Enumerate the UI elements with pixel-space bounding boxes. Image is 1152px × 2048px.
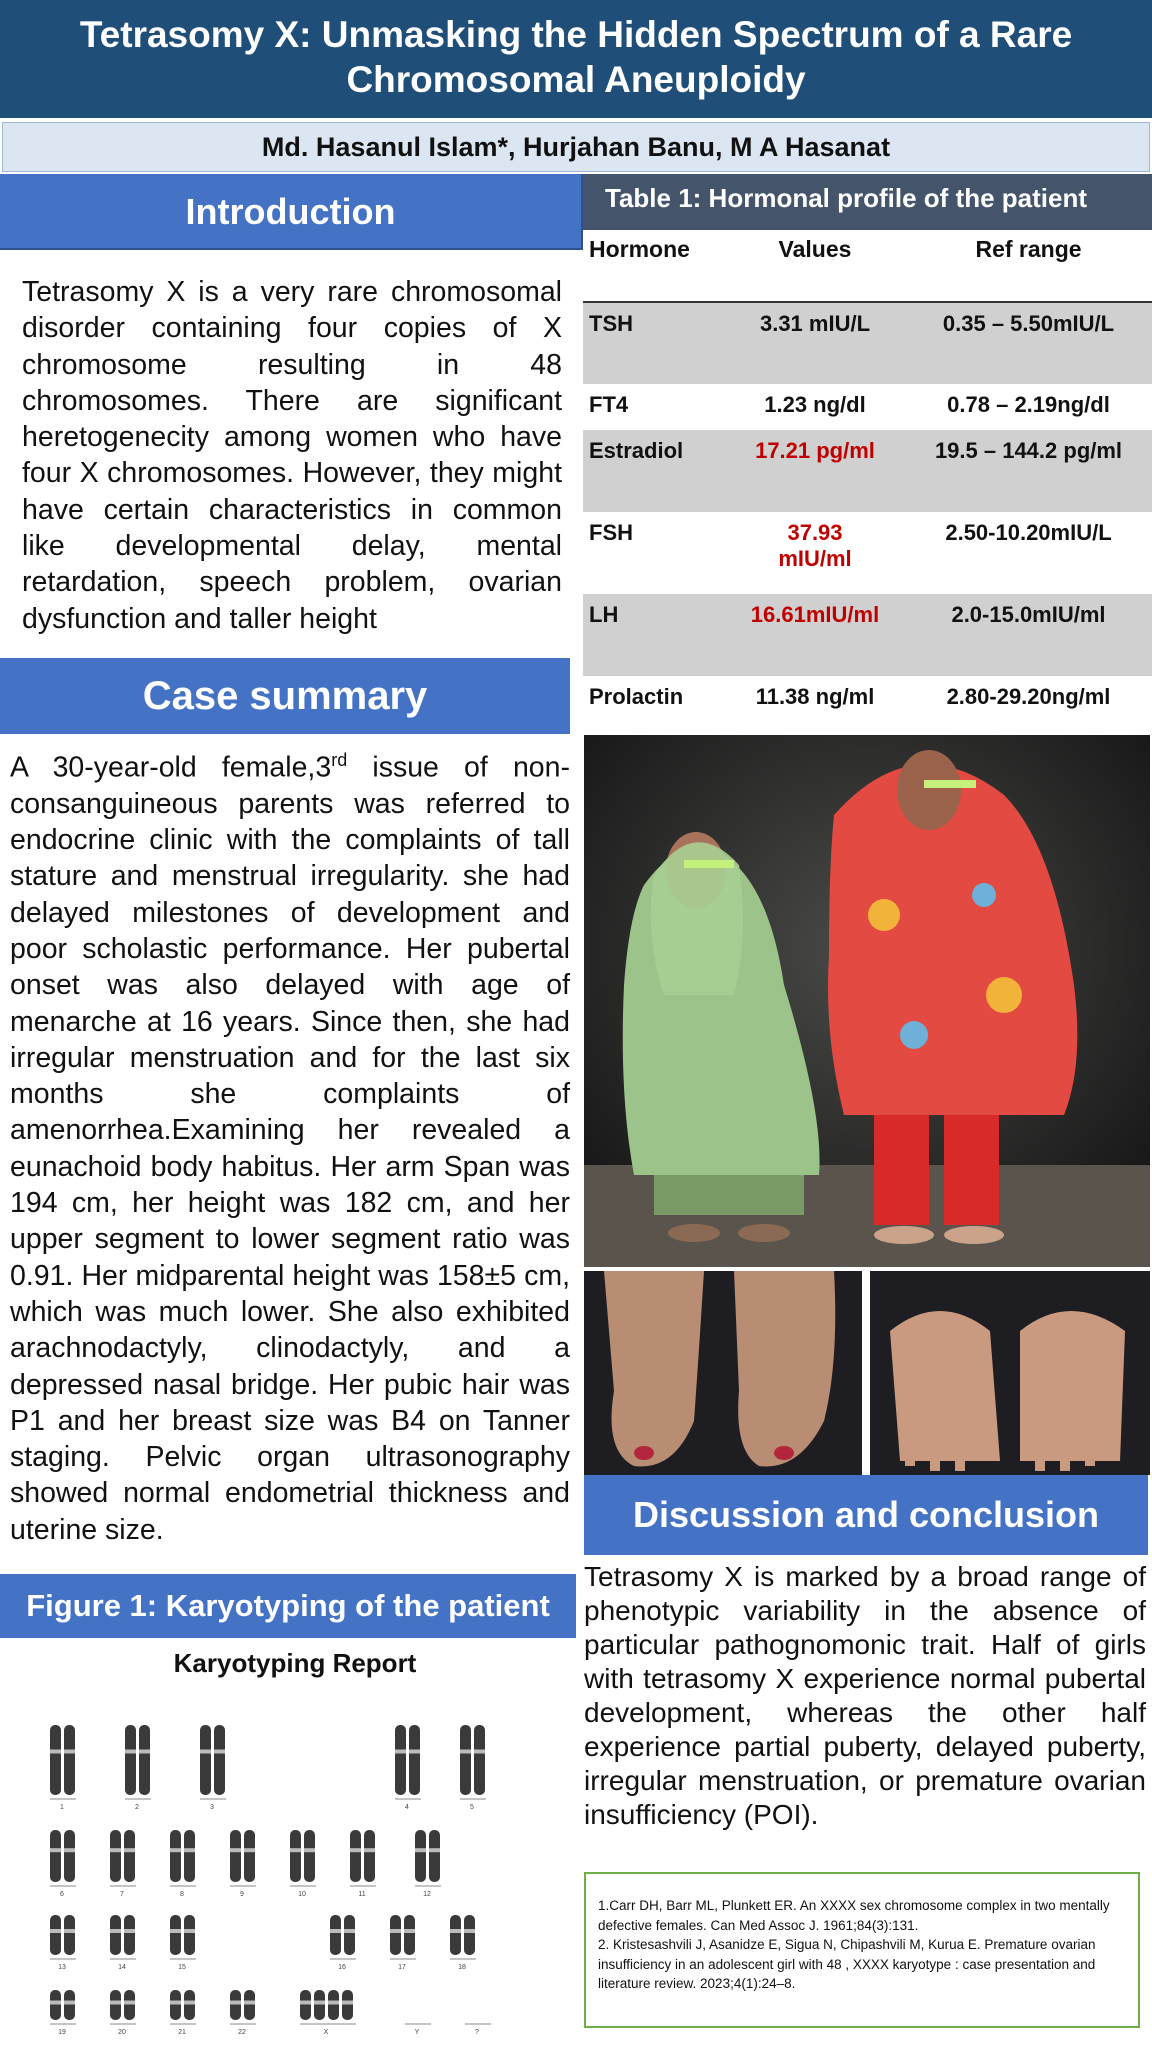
chromosome [415,1830,426,1882]
chromosome [290,1830,301,1882]
chromosome-band [184,1929,195,1933]
chromosome-band [124,1848,135,1852]
hormone-table [583,230,1152,726]
table-cell-hormone: FT4 [589,392,629,417]
chromosome-band [300,2001,311,2005]
hands-photo [870,1271,1150,1475]
chromosome-band [64,1750,75,1754]
chromosome-label: 9 [240,1891,244,1898]
chromosome-band [125,1750,136,1754]
chromosome [64,1725,75,1795]
table-cell-ref: 2.80-29.20ng/ml [946,684,1111,709]
chromosome-label: 22 [238,2029,246,2036]
chromosome [110,1915,121,1955]
chromosome-band [230,2001,241,2005]
chromosome-band [390,1929,401,1933]
chromosome [50,1915,61,1955]
table-cell-value-abnormal: 16.61mIU/ml [725,594,905,676]
introduction-text: Tetrasomy X is a very rare chromosomal disorder containing four copies of X chromosome resulting in 48 chromosomes. There are significant heretogenecity among women who have four X chromosomes. However, they might have certain characteristics in common like developmental delay, mental retardation, speech problem, ovarian dysfunction and taller height [22,276,562,635]
chromosome-band [50,1848,61,1852]
chromosome-label: X [323,2029,329,2036]
chromosome [350,1830,361,1882]
chromosome [314,1990,325,2020]
chromosome-label: 10 [298,1891,306,1898]
chromosome-label: 11 [358,1891,366,1898]
table-cell-hormone: Estradiol [583,430,725,512]
authors: Md. Hasanul Islam*, Hurjahan Banu, M A Hasanat [2,122,1150,172]
chromosome-label: 18 [458,1964,466,1971]
table-row [583,430,1152,512]
chromosome-label: 5 [470,1804,474,1811]
table-cell-value-abnormal: 37.93 mIU/ml [778,520,852,571]
table-cell-hormone: LH [583,594,725,676]
chromosome-band [304,1848,315,1852]
karyotyping-report-title: Karyotyping Report [173,1648,417,1678]
case-summary-text-part1: A 30-year-old female,3 [10,751,332,784]
figure-heading: Figure 1: Karyotyping of the patient [0,1574,576,1638]
karyotype-image [30,1695,550,2040]
feet-photo-image [584,1271,862,1475]
chromosome [342,1990,353,2020]
table-row [583,302,1152,384]
table-header-values: Values [725,230,905,302]
chromosome [328,1990,339,2020]
chromosome [230,1990,241,2020]
chromosome-band [364,1848,375,1852]
chromosome-band [290,1848,301,1852]
poster-title [0,0,1152,118]
poster-title-line1: Tetrasomy X: Unmasking the Hidden Spectrum of a Rare [79,14,1073,55]
chromosome-band [244,1848,255,1852]
chromosome [170,1830,181,1882]
chromosome-band [429,1848,440,1852]
chromosome [214,1725,225,1795]
chromosome [395,1725,406,1795]
chromosome-band [244,2001,255,2005]
table-cell-ref: 19.5 – 144.2 pg/ml [905,430,1152,512]
chromosome-label: 13 [58,1964,66,1971]
patient-photo-image [584,735,1150,1267]
table-cell-value: 1.23 ng/dl [764,392,866,417]
chromosome-band [395,1750,406,1754]
chromosome-band [64,1929,75,1933]
chromosome-label: 17 [398,1964,406,1971]
hands-photo-image [870,1271,1150,1475]
chromosome [124,1830,135,1882]
chromosome-band [409,1750,420,1754]
table-cell-hormone: FSH [589,520,633,545]
chromosome-band [124,1929,135,1933]
chromosome-band [124,2001,135,2005]
chromosome-label: Y [414,2029,420,2036]
chromosome-band [314,2001,325,2005]
chromosome [450,1915,461,1955]
chromosome [404,1915,415,1955]
chromosome-band [64,1848,75,1852]
chromosome-band [50,1750,61,1754]
chromosome-band [464,1929,475,1933]
chromosome [390,1915,401,1955]
chromosome-band [200,1750,211,1754]
chromosome [64,1830,75,1882]
chromosome-band [184,1848,195,1852]
table-cell-ref: 0.78 – 2.19ng/dl [947,392,1110,417]
chromosome [330,1915,341,1955]
case-summary-text [10,742,570,1548]
chromosome [364,1830,375,1882]
karyotype-chromosomes [30,1695,550,2040]
chromosome [184,1990,195,2020]
references-box [584,1872,1140,2028]
chromosome [64,1915,75,1955]
discussion-heading: Discussion and conclusion [584,1475,1148,1555]
chromosome-band [110,2001,121,2005]
chromosome [170,1990,181,2020]
feet-photo [584,1271,862,1475]
chromosome-band [344,1929,355,1933]
table-cell-value-abnormal: 17.21 pg/ml [725,430,905,512]
chromosome [110,1990,121,2020]
chromosome-label: 1 [60,1804,64,1811]
chromosome-band [139,1750,150,1754]
chromosome-band [50,2001,61,2005]
chromosome-band [64,2001,75,2005]
chromosome-band [170,1848,181,1852]
table-row [583,594,1152,676]
chromosome-label: 16 [338,1964,346,1971]
case-summary-heading: Case summary [0,658,570,734]
chromosome-label: ? [475,2029,479,2036]
chromosome-band [330,1929,341,1933]
chromosome [50,1725,61,1795]
table-row [583,676,1152,726]
chromosome [244,1990,255,2020]
chromosome-label: 20 [118,2029,126,2036]
chromosome-band [184,2001,195,2005]
table-title: Table 1: Hormonal profile of the patient [583,174,1152,230]
chromosome [460,1725,471,1795]
chromosome [125,1725,136,1795]
case-summary-text-part2: issue of non-consanguineous parents was referred to endocrine clinic with the complaints of tall stature and menstrual irregularity. she had delayed milestones of development and poor scholastic performance. Her pubertal onset was also delayed with age of menarche at 16 years. Since then, she had irregular menstruation and for the last six months she complaints of amenorrhea.Examining her revealed a eunachoid body habitus. Her arm Span was 194 cm, her height was 182 cm, and her upper segment to lower segment ratio was 0.91. Her midparental height was 158±5 cm, which was much lower. She also exhibited arachnodactyly, clinodactyly, and a depressed nasal bridge. Her pubic hair was P1 and her breast size was B4 on Tanner staging. Pelvic organ ultrasonography showed normal endometrial thickness and uterine size. [10,751,570,1546]
chromosome-band [474,1750,485,1754]
chromosome-band [328,2001,339,2005]
chromosome-label: 2 [135,1804,139,1811]
chromosome [304,1830,315,1882]
chromosome [429,1830,440,1882]
chromosome-label: 3 [210,1804,214,1811]
chromosome-band [350,1848,361,1852]
chromosome-label: 12 [423,1891,431,1898]
table-cell-value: 3.31 mIU/L [725,302,905,384]
table-header-ref: Ref range [905,230,1152,302]
table-row [583,384,1152,430]
chromosome-label: 19 [58,2029,66,2036]
table-cell-value: 11.38 ng/ml [755,684,875,709]
chromosome [344,1915,355,1955]
chromosome [300,1990,311,2020]
chromosome [124,1990,135,2020]
chromosome-band [110,1929,121,1933]
chromosome-label: 7 [120,1891,124,1898]
chromosome-band [450,1929,461,1933]
chromosome [409,1725,420,1795]
chromosome [184,1830,195,1882]
chromosome [474,1725,485,1795]
chromosome-label: 15 [178,1964,186,1971]
table-header-hormone: Hormone [583,230,725,302]
chromosome [464,1915,475,1955]
poster-title-line2: Chromosomal Aneuploidy [346,59,806,100]
chromosome [50,1990,61,2020]
chromosome-band [415,1848,426,1852]
chromosome-label: 6 [60,1891,64,1898]
patient-photo [584,735,1150,1267]
chromosome [110,1830,121,1882]
chromosome [170,1915,181,1955]
chromosome-band [404,1929,415,1933]
chromosome-label: 4 [405,1804,409,1811]
reference-2: 2. Kristesashvili J, Asanidze E, Sigua N, Chipashvili M, Kurua E. Premature ovarian insufficiency in an adolescent girl with 48 , XXXX karyotype : case presentation and literature review. 2023;4(1):24–8. [598,1937,1096,1991]
chromosome-band [110,1848,121,1852]
chromosome [200,1725,211,1795]
chromosome-band [50,1929,61,1933]
table-row [583,512,1152,594]
discussion-text: Tetrasomy X is marked by a broad range of phenotypic variability in the absence of particular pathognomonic trait. Half of girls with tetrasomy X experience normal pubertal development, whereas the other half experience partial puberty, delayed puberty, irregular menstruation, or premature ovarian insufficiency (POI). [584,1561,1146,1830]
introduction-heading: Introduction [0,174,583,250]
table-cell-ref: 2.0-15.0mIU/ml [905,594,1152,676]
chromosome [124,1915,135,1955]
chromosome [244,1830,255,1882]
chromosome-band [170,2001,181,2005]
chromosome [64,1990,75,2020]
chromosome-band [230,1848,241,1852]
chromosome-band [170,1929,181,1933]
table-cell-ref: 0.35 – 5.50mIU/L [905,302,1152,384]
chromosome [50,1830,61,1882]
chromosome [139,1725,150,1795]
case-summary-superscript: rd [331,750,348,770]
table-cell-hormone: Prolactin [589,684,684,709]
chromosome-band [342,2001,353,2005]
chromosome-label: 21 [178,2029,186,2036]
table-cell-ref: 2.50-10.20mIU/L [945,520,1112,545]
table-cell-hormone: TSH [583,302,725,384]
chromosome-band [214,1750,225,1754]
chromosome [230,1830,241,1882]
chromosome-label: 8 [180,1891,184,1898]
chromosome-band [460,1750,471,1754]
chromosome-label: 14 [118,1964,126,1971]
reference-1: 1.Carr DH, Barr ML, Plunkett ER. An XXXX sex chromosome complex in two mentally defective females. Can Med Assoc J. 1961;84(3):131. [598,1898,1110,1933]
chromosome [184,1915,195,1955]
